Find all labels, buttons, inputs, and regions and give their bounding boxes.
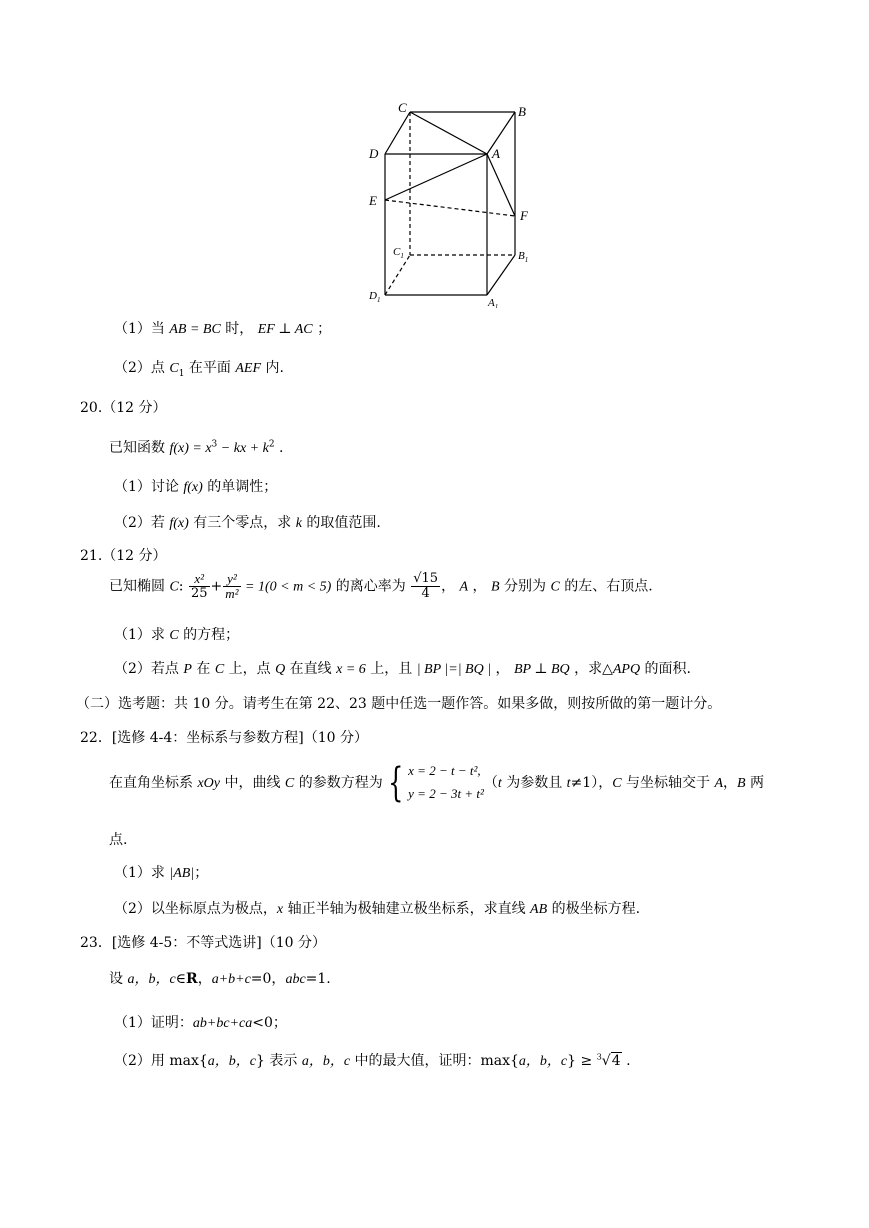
subscript: 1 bbox=[178, 368, 185, 379]
superscript: 3 bbox=[211, 439, 218, 450]
label-A1: $A_1$ bbox=[488, 297, 499, 308]
math: C bbox=[550, 579, 560, 595]
q20-header: 20.（12 分） bbox=[80, 400, 167, 416]
math: C bbox=[284, 776, 295, 791]
math: x bbox=[276, 902, 284, 917]
part-number: （2） bbox=[114, 515, 151, 531]
text: 以坐标原点为极点， bbox=[150, 901, 277, 917]
math: B bbox=[737, 776, 746, 791]
text: ， bbox=[491, 661, 514, 677]
text: 有三个零点，求 bbox=[188, 515, 296, 531]
fraction-y2-m2 bbox=[223, 572, 240, 601]
q23-header: 23．[选修 4-5：不等式选讲]（10 分） bbox=[80, 935, 326, 951]
label-A: A bbox=[492, 146, 500, 161]
part-number: （2） bbox=[114, 360, 151, 376]
q22-stem bbox=[109, 760, 764, 806]
text: =0， bbox=[250, 971, 286, 987]
root-index: 3 bbox=[596, 1052, 602, 1062]
text: <0； bbox=[252, 1015, 287, 1031]
math: BP ⊥ BQ bbox=[513, 662, 570, 677]
math: = 1(0 < m < 5) bbox=[241, 579, 332, 595]
text: 的参数方程为 bbox=[294, 775, 383, 791]
text: ， bbox=[441, 578, 460, 595]
edge-DC bbox=[385, 112, 410, 154]
math: C bbox=[214, 662, 225, 677]
text: ， bbox=[723, 775, 738, 791]
q21-stem: 已知椭圆 C: $\frac{\text{x²}}{25}$ + $\frac{\text{y²}}{\text{m²}}$ = 1(0 < m < 5) 的离心率为 $\frac{√15}{4}$ ， A ， B 分别为 C 的左、右顶点. bbox=[109, 571, 653, 601]
text: 求 bbox=[150, 627, 170, 643]
text: ∈ bbox=[175, 971, 187, 987]
text: . bbox=[274, 440, 284, 456]
q19-part1 bbox=[114, 318, 331, 338]
text: 上，且 bbox=[365, 661, 417, 677]
text: 的左、右顶点. bbox=[559, 578, 653, 595]
label-F: F bbox=[520, 208, 528, 223]
text: 在 bbox=[191, 661, 215, 677]
fraction-x2-25 bbox=[189, 572, 210, 601]
math: f(x) bbox=[183, 480, 203, 495]
q23-stem bbox=[109, 968, 331, 988]
q22-header: 22．[选修 4-4：坐标系与参数方程]（10 分） bbox=[80, 730, 368, 746]
text: 为参数且 bbox=[501, 775, 567, 791]
math: x = 6 bbox=[336, 662, 366, 677]
math: k bbox=[295, 516, 302, 531]
math: C bbox=[169, 628, 179, 643]
q20-part1 bbox=[114, 476, 277, 496]
part-number: （1） bbox=[114, 479, 151, 495]
text: 在直角坐标系 bbox=[109, 775, 198, 791]
text: 当 bbox=[150, 321, 170, 337]
math: P bbox=[183, 662, 192, 677]
math: t bbox=[566, 776, 571, 791]
q22-part2 bbox=[114, 898, 640, 918]
prism-figure bbox=[360, 98, 540, 308]
text: 的离心率为 bbox=[331, 578, 411, 595]
text: 内. bbox=[261, 360, 284, 376]
left-brace: { bbox=[387, 760, 404, 806]
math: | BP |=| BQ | bbox=[416, 662, 492, 677]
text: 已知椭圆 bbox=[109, 578, 170, 595]
math: abc bbox=[285, 972, 306, 987]
part-number: （2） bbox=[114, 1053, 151, 1069]
parametric-system bbox=[408, 760, 484, 806]
text: 的单调性； bbox=[202, 479, 278, 495]
text: 中的最大值，证明：max{ bbox=[350, 1053, 519, 1069]
text: ，求△ bbox=[569, 661, 613, 677]
q21-part1 bbox=[114, 624, 239, 644]
edge-D1C1 bbox=[385, 255, 410, 295]
text: （ bbox=[483, 775, 498, 791]
label-E: E bbox=[369, 193, 377, 208]
label-B1: $B_1$ bbox=[518, 250, 529, 264]
math: a，b，c bbox=[518, 1054, 568, 1069]
math: t bbox=[497, 776, 502, 791]
text: . bbox=[621, 1053, 631, 1069]
math: a，b，c bbox=[127, 972, 176, 987]
text: 轴正半轴为极轴建立极坐标系，求直线 bbox=[283, 901, 531, 917]
math: − kx + k bbox=[217, 441, 269, 456]
q22-stem-cont: 点. bbox=[109, 832, 128, 848]
superscript: 2 bbox=[268, 439, 275, 450]
text: 在平面 bbox=[184, 360, 236, 376]
text: 若 bbox=[150, 515, 170, 531]
math: AEF bbox=[235, 361, 262, 376]
math: a+b+c bbox=[211, 972, 251, 987]
math: Q bbox=[275, 662, 286, 677]
math: f(x) bbox=[169, 516, 189, 531]
text: 上，点 bbox=[224, 661, 276, 677]
q21-part2 bbox=[114, 658, 691, 678]
text: } 表示 bbox=[256, 1053, 302, 1069]
text: ； bbox=[194, 865, 209, 881]
equation-x: x = 2 − t − t², bbox=[408, 763, 481, 778]
math: A bbox=[714, 776, 724, 791]
math: B bbox=[490, 579, 500, 595]
q23-part1 bbox=[114, 1012, 287, 1032]
text: 与坐标轴交于 bbox=[621, 775, 715, 791]
math: xOy bbox=[197, 776, 220, 791]
part-number: （1） bbox=[114, 321, 151, 337]
text: 分别为 bbox=[499, 578, 551, 595]
math: A bbox=[459, 579, 469, 595]
math: C bbox=[612, 776, 622, 791]
equation-y: y = 2 − 3t + t² bbox=[408, 786, 484, 801]
q19-part2 bbox=[114, 357, 284, 379]
part-number: （1） bbox=[114, 1015, 151, 1031]
denominator: m² bbox=[225, 586, 239, 601]
radicand: 4 bbox=[611, 1053, 621, 1069]
numerator: x² bbox=[189, 572, 210, 587]
part-number: （1） bbox=[114, 627, 151, 643]
text: 的取值范围. bbox=[301, 515, 381, 531]
denominator: 25 bbox=[190, 586, 208, 601]
q23-part2: （2）用 max{a，b，c} 表示 a，b，c 中的最大值，证明：max{a，b，c} ≥ $^3$√4 . bbox=[114, 1052, 631, 1069]
text: ； bbox=[312, 321, 332, 337]
text: ≠1）， bbox=[570, 775, 613, 791]
text: 点 bbox=[150, 360, 170, 376]
math: f(x) = x bbox=[169, 441, 212, 456]
part-number: （1） bbox=[114, 865, 151, 881]
numerator: y² bbox=[223, 572, 240, 587]
label-D: D bbox=[369, 146, 379, 161]
math: C bbox=[169, 579, 179, 595]
math: EF ⊥ AC bbox=[257, 322, 313, 337]
math: a，b，c bbox=[301, 1054, 351, 1069]
text: 已知函数 bbox=[109, 440, 170, 456]
text: 两 bbox=[745, 775, 765, 791]
segment-AF bbox=[487, 154, 515, 216]
label-D1: $D_1$ bbox=[369, 290, 381, 304]
text: =1. bbox=[305, 971, 331, 987]
text: 求 bbox=[150, 865, 170, 881]
text: 讨论 bbox=[150, 479, 184, 495]
text: } ≥ bbox=[567, 1053, 597, 1069]
segment-EF bbox=[385, 200, 515, 216]
numerator: √15 bbox=[413, 571, 439, 586]
text: 中，曲线 bbox=[220, 775, 285, 791]
text: ， bbox=[197, 971, 212, 987]
segment-CA bbox=[410, 112, 487, 154]
section-2-instructions: （二）选考题：共 10 分。请考生在第 22、23 题中任选一题作答。如果多做，则按所做的第一题计分。 bbox=[76, 696, 722, 712]
part-number: （2） bbox=[114, 661, 151, 677]
segment-EA bbox=[385, 154, 487, 200]
q22-part1 bbox=[114, 862, 208, 882]
q20-part2 bbox=[114, 512, 381, 532]
text: 时， bbox=[220, 321, 258, 337]
label-B: B bbox=[518, 104, 526, 119]
math: a，b，c bbox=[207, 1054, 257, 1069]
q21-header: 21.（12 分） bbox=[80, 548, 167, 564]
math: APQ bbox=[612, 662, 641, 677]
text: 设 bbox=[109, 971, 128, 987]
label-C: C bbox=[398, 100, 407, 115]
math: C bbox=[169, 361, 179, 376]
text: ， bbox=[468, 578, 491, 595]
math-set: R bbox=[186, 971, 198, 987]
fraction-sqrt15-4 bbox=[411, 572, 440, 601]
label-C1: $C_1$ bbox=[393, 246, 404, 260]
math: AB bbox=[530, 902, 548, 917]
text: 在直线 bbox=[285, 661, 337, 677]
text: 若点 bbox=[150, 661, 184, 677]
q20-stem bbox=[109, 437, 283, 457]
denominator: 4 bbox=[421, 586, 430, 601]
math: ab+bc+ca bbox=[192, 1016, 253, 1031]
math: |AB| bbox=[169, 866, 195, 881]
text: 用 max{ bbox=[150, 1053, 208, 1069]
math: AB = BC bbox=[169, 322, 221, 337]
text: 的极坐标方程. bbox=[547, 901, 641, 917]
text: 的面积. bbox=[640, 661, 691, 677]
edge-A1B1 bbox=[487, 255, 515, 295]
text: 证明： bbox=[150, 1015, 193, 1031]
text: 的方程； bbox=[178, 627, 240, 643]
part-number: （2） bbox=[114, 901, 151, 917]
